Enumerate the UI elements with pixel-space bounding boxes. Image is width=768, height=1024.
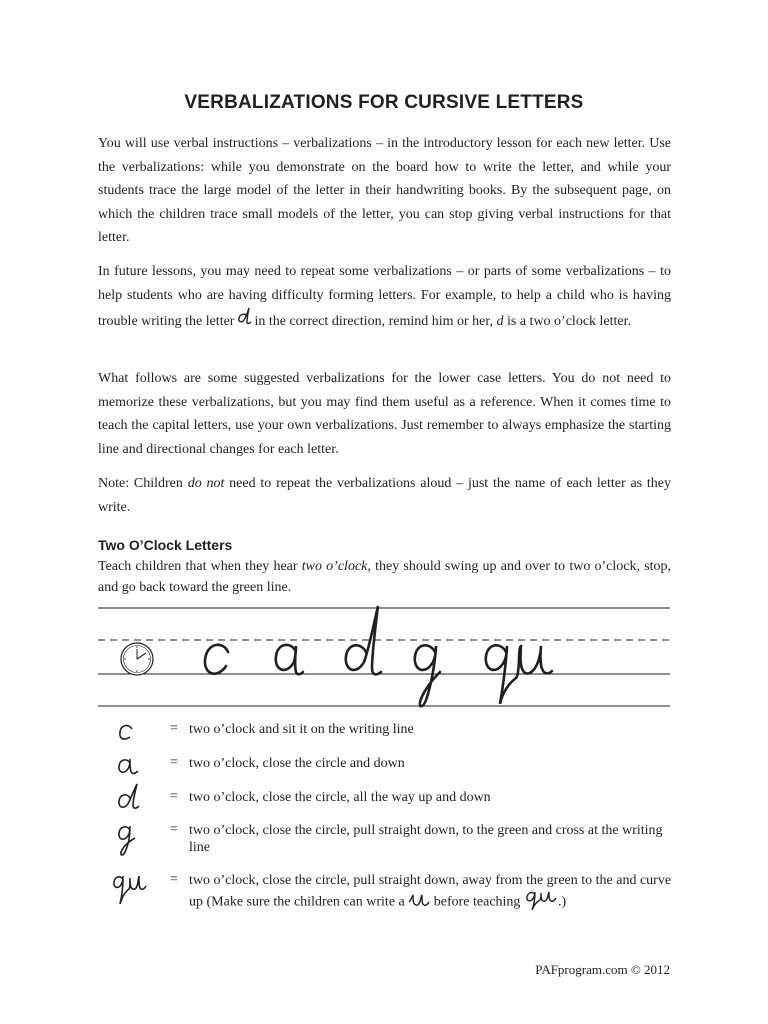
section-intro-part-2: they should swing up and over to two o’clock, stop, and go back toward the green line. — [98, 559, 672, 595]
italic-d: d — [496, 314, 504, 329]
verbalization-glyph-c — [108, 721, 148, 745]
intro-paragraph: You will use verbal instructions – verbalizations – in the introductory lesson for each new letter. Use the verbalizations: while you demonstrate on the board how to write the letter, and while your students trace the large model of the letter in their handwriting books. By the subsequent page, on which the children trace small models of the letter, you can stop giving verbal instructions for that letter. — [98, 136, 671, 245]
page-title: VERBALIZATIONS FOR CURSIVE LETTERS — [184, 92, 584, 113]
inline-cursive-d — [236, 307, 252, 326]
verbalization-text: two o’clock and sit it on the writing line — [189, 722, 414, 737]
section-intro-italic: two o’clock, — [301, 559, 371, 574]
repeat-paragraph-part-3: is a two o’clock letter. — [507, 314, 632, 329]
strip-letter-g — [415, 645, 440, 706]
equals-sign: = — [170, 872, 178, 887]
verbalization-qu-part-2: before teaching — [433, 894, 521, 910]
verbalization-text: two o’clock, close the circle, all the way up and down — [189, 790, 491, 805]
verbalization-text: two o’clock, close the circle, pull straight down, to the green and cross at the writing line — [189, 823, 663, 855]
footer-copyright: PAFprogram.com © 2012 — [535, 962, 670, 977]
verbalization-glyph-qu — [108, 872, 148, 908]
note-italic: do not — [187, 476, 225, 491]
equals-sign: = — [170, 789, 178, 804]
note-part-1: Note: Children — [98, 476, 183, 491]
strip-letter-c — [205, 645, 228, 674]
repeat-paragraph-part-2: in the correct direction, remind him or her, — [254, 314, 493, 329]
verbalization-text — [189, 872, 679, 916]
note-paragraph — [98, 472, 671, 519]
repeat-paragraph-part-1: In future lessons, you may need to repeat some verbalizations – or parts of some verbalizations – to help students who are having difficulty forming letters. For example, to help a child who is having trouble writing the letter — [98, 264, 671, 329]
strip-letter-a — [276, 645, 303, 674]
note-part-2: need to repeat the verbalizations aloud – just the name of each letter as they write. — [98, 476, 671, 515]
reference-paragraph: What follows are some suggested verbalizations for the lower case letters. You do not need to memorize these verbalizations, but you may find them useful as a reference. When it comes time to teach the capital letters, use your own verbalizations. Just remember to always emphasize the starting line and directional changes for each letter. — [98, 371, 671, 457]
inline-cursive-u — [408, 892, 430, 913]
verbalization-text: two o’clock, close the circle and down — [189, 756, 405, 771]
section-intro — [98, 556, 671, 598]
section-intro-part-1: Teach children that when they hear — [98, 559, 298, 574]
verbalization-qu-part-3: .) — [557, 894, 567, 910]
verbalization-glyph-g — [108, 822, 148, 858]
verbalization-glyph-a — [108, 755, 148, 779]
section-title: Two O’Clock Letters — [98, 537, 233, 553]
clock-icon — [121, 643, 153, 675]
equals-sign: = — [170, 822, 178, 837]
handwriting-strip — [98, 600, 670, 712]
repeat-paragraph — [98, 260, 671, 334]
verbalization-qu-part-1: two o’clock, close the circle, pull straight down, away from the green to the and curve up (Make sure the children can write a — [189, 873, 672, 910]
verbalization-glyph-d — [108, 782, 148, 812]
strip-letter-qu — [486, 645, 552, 704]
equals-sign: = — [170, 721, 178, 736]
equals-sign: = — [170, 755, 178, 770]
inline-cursive-qu — [524, 889, 558, 916]
